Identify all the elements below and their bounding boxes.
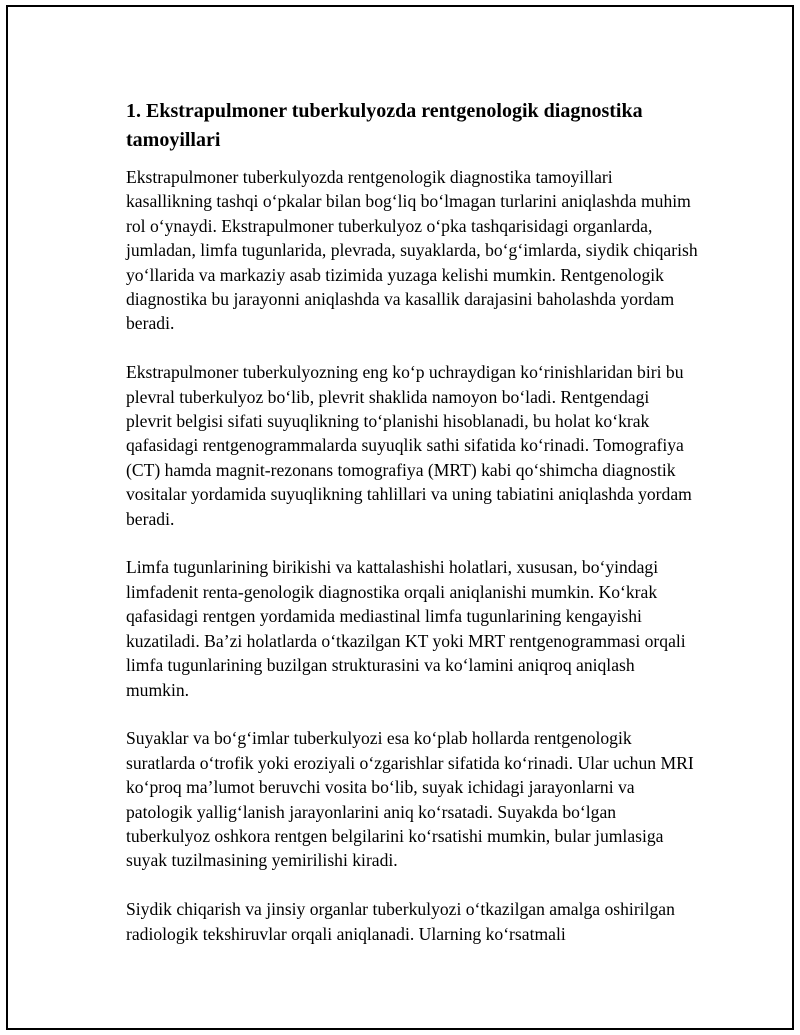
page-frame xyxy=(6,5,794,1030)
paragraph-urogenital: Siydik chiqarish va jinsiy organlar tuberkulyozi oʻtkazilgan amalga oshirilgan radiologik tekshiruvlar orqali aniqlanadi. Ularning koʻrsatmali xyxy=(126,899,675,944)
paragraph-pleural: Ekstrapulmoner tuberkulyozning eng koʻp uchraydigan koʻrinishlaridan biri bu plevral tuberkulyoz boʻlib, plevrit shaklida namoyon boʻladi. Rentgendagi plevrit belgisi sifati suyuqlikning toʻplanishi hisoblanadi, bu holat koʻkrak qafasidagi rentgenogrammalarda suyuqlik sathi sifatida koʻrinadi. Tomografiya (CT) hamda magnit-rezonans tomografiya (MRT) kabi qoʻshimcha diagnostik vositalar yordamida suyuqlikning tahlillari va uning tabiatini aniqlashda yordam beradi. xyxy=(126,362,692,529)
paragraph-lymph-nodes: Limfa tugunlarining birikishi va kattalashishi holatlari, xususan, boʻyindagi limfadenit renta-genologik diagnostika orqali aniqlanishi mumkin. Koʻkrak qafasidagi rentgen yordamida mediastinal limfa tugunlarining kengayishi kuzatiladi. Baʼzi holatlarda oʻtkazilgan KT yoki MRT rentgenogrammasi orqali limfa tugunlarining buzilgan strukturasini va koʻlamini aniqroq aniqlash mumkin. xyxy=(126,557,686,700)
paragraph-intro: Ekstrapulmoner tuberkulyozda rentgenologik diagnostika tamoyillari kasallikning tashqi oʻpkalar bilan bogʻliq boʻlmagan turlarini aniqlashda muhim rol oʻynaydi. Ekstrapulmoner tuberkulyoz oʻpka tashqarisidagi organlarda, jumladan, limfa tugunlarida, plevrada, suyaklarda, boʻgʻimlarda, siydik chiqarish yoʻllarida va markaziy asab tizimida yuzaga kelishi mumkin. Rentgenologik diagnostika bu jarayonni aniqlashda va kasallik darajasini baholashda yordam beradi. xyxy=(126,167,698,334)
paragraph-bones-joints: Suyaklar va boʻgʻimlar tuberkulyozi esa koʻplab hollarda rentgenologik suratlarda oʻtrofik yoki eroziyali oʻzgarishlar sifatida koʻrinadi. Ular uchun MRI koʻproq maʼlumot beruvchi vosita boʻlib, suyak ichidagi jarayonlarni va patologik yalligʻlanish jarayonlarini aniq koʻrsatadi. Suyakda boʻlgan tuberkulyoz oshkora rentgen belgilarini koʻrsatishi mumkin, bular jumlasiga suyak tuzilmasining yemirilishi kiradi. xyxy=(126,728,694,871)
document-body xyxy=(118,97,698,970)
section-heading: 1. Ekstrapulmoner tuberkulyozda rentgenologik diagnostika tamoyillari xyxy=(126,100,643,151)
